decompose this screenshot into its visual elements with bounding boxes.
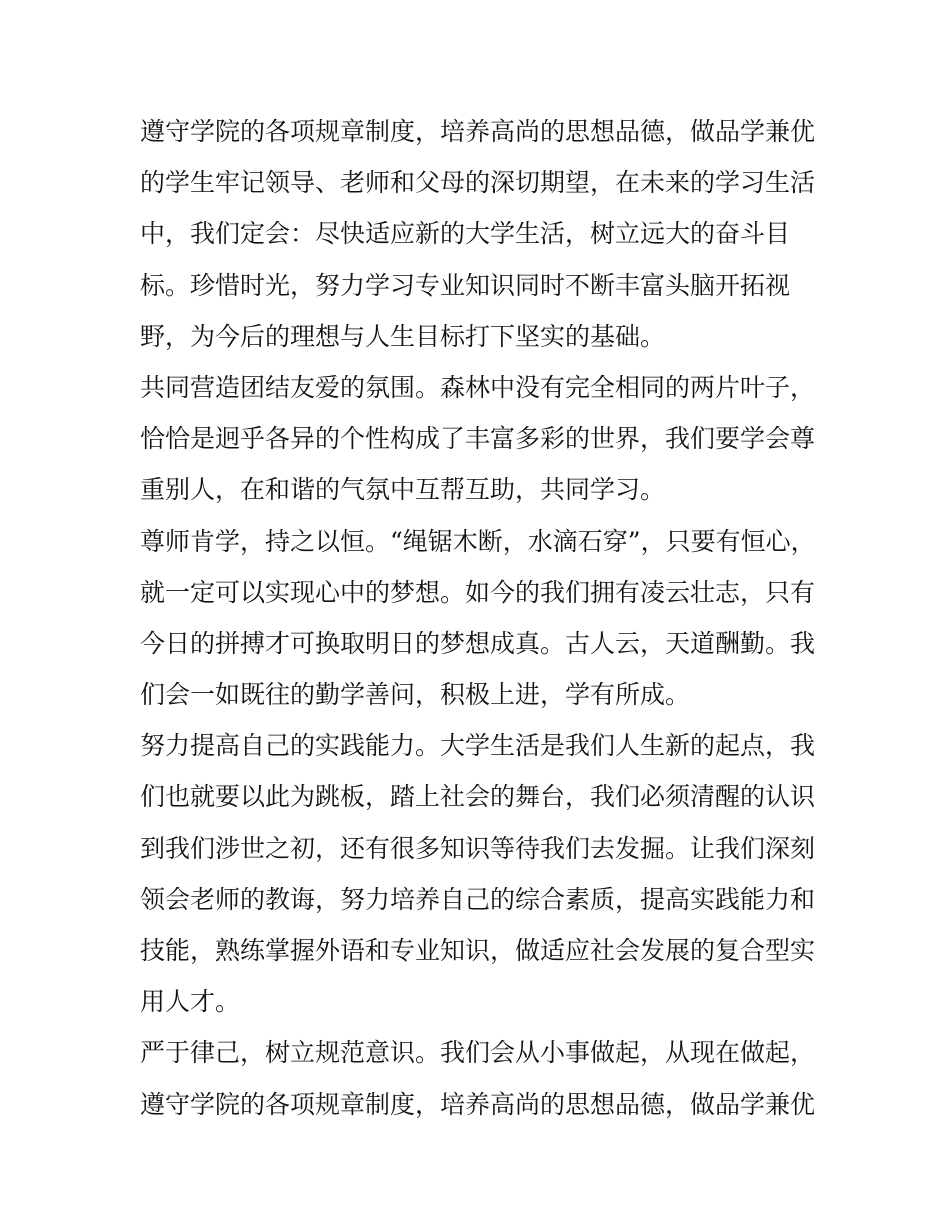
text-line: 标。珍惜时光，努力学习专业知识同时不断丰富头脑开拓视 <box>140 270 791 300</box>
text-line: 中，我们定会：尽快适应新的大学生活，树立远大的奋斗目 <box>140 219 791 249</box>
text-line: 今日的拼搏才可换取明日的梦想成真。古人云，天道酬勤。我 <box>140 628 816 658</box>
text-line: 们也就要以此为跳板，踏上社会的舞台，我们必须清醒的认识 <box>140 782 816 812</box>
body-text <box>140 106 820 1130</box>
text-line: 共同营造团结友爱的氛围。森林中没有完全相同的两片叶子， <box>140 372 816 402</box>
text-line: 技能，熟练掌握外语和专业知识，做适应社会发展的复合型实 <box>140 936 816 965</box>
text-line: 尊师肯学，持之以恒。“绳锯木断，水滴石穿”，只要有恒心， <box>140 526 816 556</box>
text-line: 的学生牢记领导、老师和父母的深切期望，在未来的学习生活 <box>140 168 816 198</box>
text-line: 到我们涉世之初，还有很多知识等待我们去发掘。让我们深刻 <box>140 833 816 863</box>
text-line: 恰恰是迥乎各异的个性构成了丰富多彩的世界，我们要学会尊 <box>140 424 816 454</box>
text-line: 努力提高自己的实践能力。大学生活是我们人生新的起点，我 <box>140 731 816 761</box>
text-line: 领会老师的教诲，努力培养自己的综合素质，提高实践能力和 <box>140 884 816 914</box>
text-line: 用人才。 <box>140 987 241 1017</box>
text-line: 们会一如既往的勤学善问，积极上进，学有所成。 <box>140 680 691 710</box>
text-line: 野，为今后的理想与人生目标打下坚实的基础。 <box>140 321 666 351</box>
text-line: 就一定可以实现心中的梦想。如今的我们拥有凌云壮志，只有 <box>140 577 816 607</box>
text-line: 重别人，在和谐的气氛中互帮互助，共同学习。 <box>140 475 666 505</box>
text-line: 遵守学院的各项规章制度，培养高尚的思想品德，做品学兼优 <box>140 117 816 146</box>
text-line: 遵守学院的各项规章制度，培养高尚的思想品德，做品学兼优 <box>140 1089 816 1119</box>
text-line: 严于律己，树立规范意识。我们会从小事做起，从现在做起， <box>140 1038 816 1068</box>
